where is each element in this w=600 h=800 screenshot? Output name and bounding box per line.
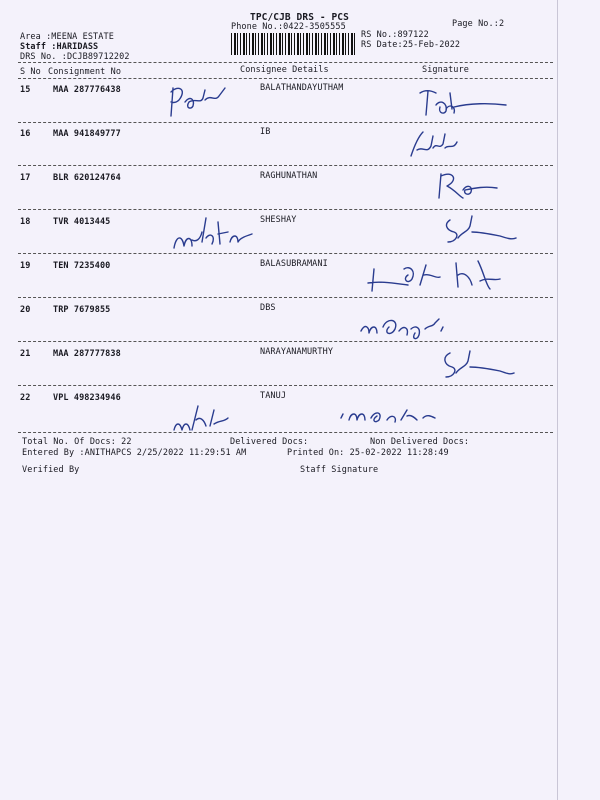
row-consignee: DBS xyxy=(260,303,276,313)
area-label: Area :MEENA ESTATE xyxy=(20,32,114,42)
handwritten-signature xyxy=(360,255,520,300)
row-sno: 18 xyxy=(20,217,31,227)
row-consignment-no: BLR 620124764 xyxy=(53,173,121,183)
row-consignee: BALATHANDAYUTHAM xyxy=(260,83,344,93)
column-header-sno: S No xyxy=(20,67,41,77)
row-consignment-no: MAA 287777838 xyxy=(53,349,121,359)
column-header-consignment: Consignment No xyxy=(48,67,122,77)
handwritten-signature xyxy=(440,210,520,250)
row-consignee: TANUJ xyxy=(260,391,287,401)
handwritten-signature xyxy=(168,400,238,440)
row-sno: 22 xyxy=(20,393,31,403)
staff-signature-label: Staff Signature xyxy=(300,465,379,475)
row-sno: 15 xyxy=(20,85,31,95)
non-delivered-docs: Non Delivered Docs: xyxy=(370,437,470,447)
row-sno: 16 xyxy=(20,129,31,139)
row-sno: 21 xyxy=(20,349,31,359)
row-consignee: NARAYANAMURTHY xyxy=(260,347,334,357)
row-consignment-no: MAA 287776438 xyxy=(53,85,121,95)
drs-number: DRS No. :DCJB89712202 xyxy=(20,52,130,62)
handwritten-signature xyxy=(410,85,510,125)
handwritten-signature xyxy=(355,305,465,345)
row-divider xyxy=(18,165,553,166)
row-sno: 19 xyxy=(20,261,31,271)
handwritten-signature xyxy=(435,168,505,203)
row-divider xyxy=(18,385,553,386)
row-divider xyxy=(18,253,553,254)
divider xyxy=(18,78,553,79)
rs-number: RS No.:897122 xyxy=(361,30,429,40)
row-sno: 20 xyxy=(20,305,31,315)
row-divider xyxy=(18,341,553,342)
handwritten-signature xyxy=(405,128,465,163)
staff-label: Staff :HARIDASS xyxy=(20,42,99,52)
handwritten-signature xyxy=(168,212,263,257)
row-consignment-no: TVR 4013445 xyxy=(53,217,111,227)
delivered-docs: Delivered Docs: xyxy=(230,437,309,447)
row-consignee: SHESHAY xyxy=(260,215,297,225)
page-edge xyxy=(557,0,558,800)
row-consignment-no: MAA 941849777 xyxy=(53,129,121,139)
column-header-signature: Signature xyxy=(422,65,469,75)
row-consignee: RAGHUNATHAN xyxy=(260,171,318,181)
row-consignee: BALASUBRAMANI xyxy=(260,259,328,269)
row-consignment-no: VPL 498234946 xyxy=(53,393,121,403)
rs-date: RS Date:25-Feb-2022 xyxy=(361,40,461,50)
total-docs: Total No. Of Docs: 22 xyxy=(22,437,132,447)
row-consignment-no: TEN 7235400 xyxy=(53,261,111,271)
handwritten-signature xyxy=(438,345,518,385)
row-divider xyxy=(18,432,553,433)
entered-by: Entered By :ANITHAPCS 2/25/2022 11:29:51 AM xyxy=(22,448,247,458)
barcode xyxy=(231,33,356,55)
row-consignee: IB xyxy=(260,127,271,137)
handwritten-signature xyxy=(335,400,450,430)
handwritten-signature xyxy=(165,80,245,120)
verified-by: Verified By xyxy=(22,465,80,475)
column-header-consignee: Consignee Details xyxy=(240,65,329,75)
page-number: Page No.:2 xyxy=(452,19,505,29)
document-title: TPC/CJB DRS - PCS xyxy=(250,12,349,23)
row-consignment-no: TRP 7679855 xyxy=(53,305,111,315)
phone-number: Phone No.:0422-3505555 xyxy=(231,22,346,32)
row-sno: 17 xyxy=(20,173,31,183)
printed-on: Printed On: 25-02-2022 11:28:49 xyxy=(287,448,449,458)
divider xyxy=(18,62,553,63)
